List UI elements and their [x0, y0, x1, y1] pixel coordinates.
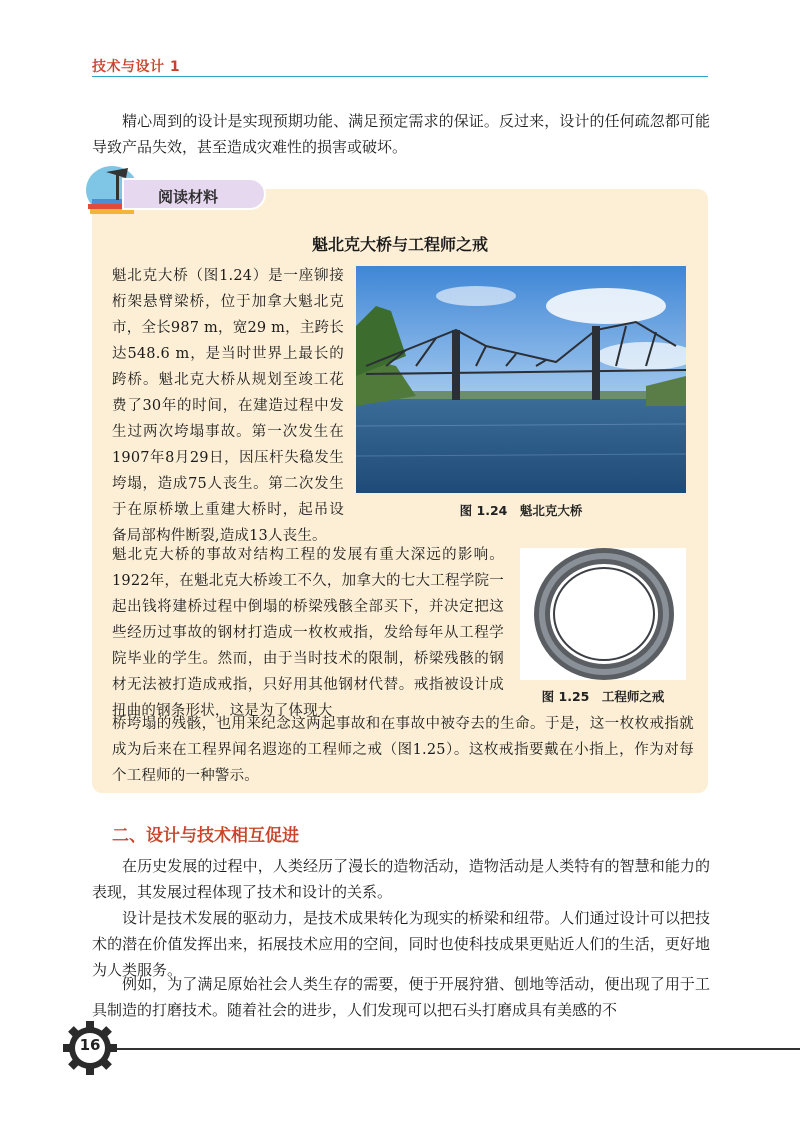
intro-paragraph: 精心周到的设计是实现预期功能、满足预定需求的保证。反过来，设计的任何疏忽都可能导致产品失效，甚至造成灾难性的损害或破坏。 — [92, 112, 710, 156]
reading-paragraph-3: 桥垮塌的残骸，也用来纪念这两起事故和在事故中被夺去的生命。于是，这一枚枚戒指就成为后来在工程界闻名遐迩的工程师之戒（图1.25）。这枚戒指要戴在小指上，作为对每个工程师的一种警示。 — [112, 716, 694, 784]
reading-title: 魁北克大桥与工程师之戒 — [311, 235, 488, 254]
body-paragraph-3: 例如，为了满足原始社会人类生存的需要，便于开展狩猎、刨地等活动，便出现了用于工具制造的打磨技术。随着社会的进步，人们发现可以把石头打磨成具有美感的不 — [92, 975, 710, 1019]
page-number: 16 — [79, 1036, 101, 1054]
running-header: 技术与设计 1 — [92, 59, 181, 75]
header-rule — [92, 76, 708, 77]
engineer-ring-photo — [520, 548, 686, 680]
reading-paragraph-1: 魁北克大桥（图1.24）是一座铆接桁架悬臂梁桥，位于加拿大魁北克市，全长987 m，宽29 m，主跨长达548.6 m，是当时世界上最长的跨桥。魁北克大桥从规划至竣工花费了30年的时间，在建造过程中发生过两次垮塌事故。第一次发生在1907年8月29日，因压杆失稳发生垮塌，造成75人丧生。第二次发生于在原桥墩上重建大桥时，起吊设备局部构件断裂,造成13人丧生。 — [112, 268, 344, 544]
body-paragraph-1: 在历史发展的过程中，人类经历了漫长的造物活动，造物活动是人类特有的智慧和能力的表现，其发展过程体现了技术和设计的关系。 — [92, 857, 710, 901]
reading-paragraph-2: 魁北克大桥的事故对结构工程的发展有重大深远的影响。1922年，在魁北克大桥竣工不久，加拿大的七大工程学院一起出钱将建桥过程中倒塌的桥梁残骸全部买下，并决定把这些经历过事故的钢材打造成一枚枚戒指，发给每年从工程学院毕业的学生。然而，由于当时技术的限制，桥梁残骸的钢材无法被打造成戒指，只好用其他钢材代替。戒指被设计成扭曲的钢条形状，这是为了体现大 — [112, 547, 504, 719]
section-heading: 二、设计与技术相互促进 — [112, 826, 299, 846]
body-paragraph-2: 设计是技术发展的驱动力，是技术成果转化为现实的桥梁和纽带。人们通过设计可以把技术的潜在价值发挥出来，拓展技术应用的空间，同时也使科技成果更贴近人们的生活，更好地为人类服务。 — [92, 909, 710, 979]
footer-rule — [102, 1048, 800, 1050]
quebec-bridge-photo — [356, 266, 686, 493]
figure-caption-ring: 图 1.25 工程师之戒 — [541, 689, 665, 704]
figure-caption-bridge: 图 1.24 魁北克大桥 — [459, 503, 583, 518]
reading-material-tab: 阅读材料 — [122, 178, 266, 210]
